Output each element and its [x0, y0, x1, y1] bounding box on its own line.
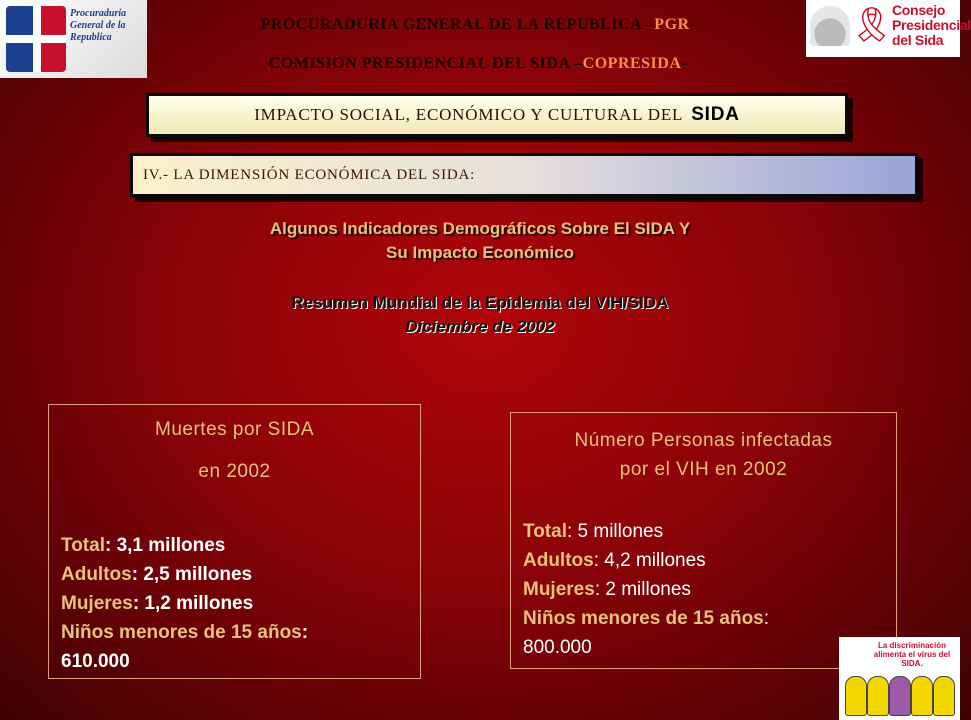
person-icon: [911, 676, 933, 716]
copresida-logo: [806, 0, 971, 57]
subtitle: [0, 217, 960, 265]
infected-box-title: [511, 413, 896, 484]
list-item: Adultos: 2,5 millones: [61, 564, 253, 585]
infected-list: [523, 517, 890, 662]
person-icon: [889, 676, 911, 716]
person-icon: [933, 676, 955, 716]
discrimination-cartoon: [839, 637, 960, 720]
deaths-box: [48, 404, 421, 679]
capitol-dome-icon: [810, 6, 850, 46]
person-icon: [845, 676, 867, 716]
infected-box: [510, 412, 897, 669]
list-item: Total: 5 millones: [523, 521, 664, 542]
header-line-1-end: -: [689, 16, 696, 33]
list-item: Total: 3,1 millones: [61, 535, 226, 556]
person-icon: [867, 676, 889, 716]
deaths-title-line-2: en 2002: [198, 461, 271, 482]
shield-icon: [6, 6, 66, 72]
pgr-logo: [0, 0, 147, 78]
section-banner-text: IV.- LA DIMENSIÓN ECONÓMICA DEL SIDA:: [143, 166, 476, 183]
header-line-1: [150, 16, 806, 34]
section-banner: [130, 153, 918, 197]
header-line-1-accent: PGR: [654, 16, 690, 33]
subtitle-line-1: Algunos Indicadores Demográficos Sobre El SIDA Y: [269, 219, 691, 238]
header-line-2-end: -: [681, 55, 688, 72]
summary-title: [0, 291, 960, 339]
deaths-box-title: [49, 405, 420, 484]
list-item: 610.000: [61, 651, 130, 672]
infected-title-line-1: Número Personas infectadas: [574, 430, 833, 451]
impact-banner: [146, 93, 848, 137]
impact-banner-bold: SIDA: [691, 104, 740, 125]
pgr-logo-text: Procuraduria General de la Republica: [70, 8, 127, 43]
header-line-2-main: COMISION PRESIDENCIAL DEL SIDA –: [268, 55, 583, 72]
subtitle-line-2: Su Impacto Económico: [386, 243, 574, 262]
list-item: Niños menores de 15 años:: [61, 622, 309, 643]
list-item: Mujeres: 1,2 millones: [61, 593, 254, 614]
cartoon-caption: La discriminación alimenta el virus del SIDA.: [873, 641, 951, 668]
header-line-2: [150, 55, 806, 73]
copresida-logo-text: Consejo Presidencial del Sida: [892, 2, 971, 48]
deaths-list: [61, 531, 414, 676]
list-item: 800.000: [523, 637, 592, 658]
summary-line-1: Resumen Mundial de la Epidemia del VIH/SIDA: [291, 293, 669, 312]
list-item: Mujeres: 2 millones: [523, 579, 691, 600]
summary-line-2: Diciembre de 2002: [405, 317, 555, 336]
header-line-2-accent: COPRESIDA: [582, 55, 682, 72]
header-line-1-main: PROCURADURIA GENERAL DE LA REPUBLICA –: [260, 16, 655, 33]
deaths-title-line-1: Muertes por SIDA: [155, 419, 314, 440]
list-item: Niños menores de 15 años:: [523, 608, 770, 629]
list-item: Adultos: 4,2 millones: [523, 550, 706, 571]
infected-title-line-2: por el VIH en 2002: [619, 459, 788, 480]
impact-banner-text: IMPACTO SOCIAL, ECONÓMICO Y CULTURAL DEL: [254, 105, 684, 124]
aids-ribbon-icon: 🎗: [850, 6, 894, 44]
